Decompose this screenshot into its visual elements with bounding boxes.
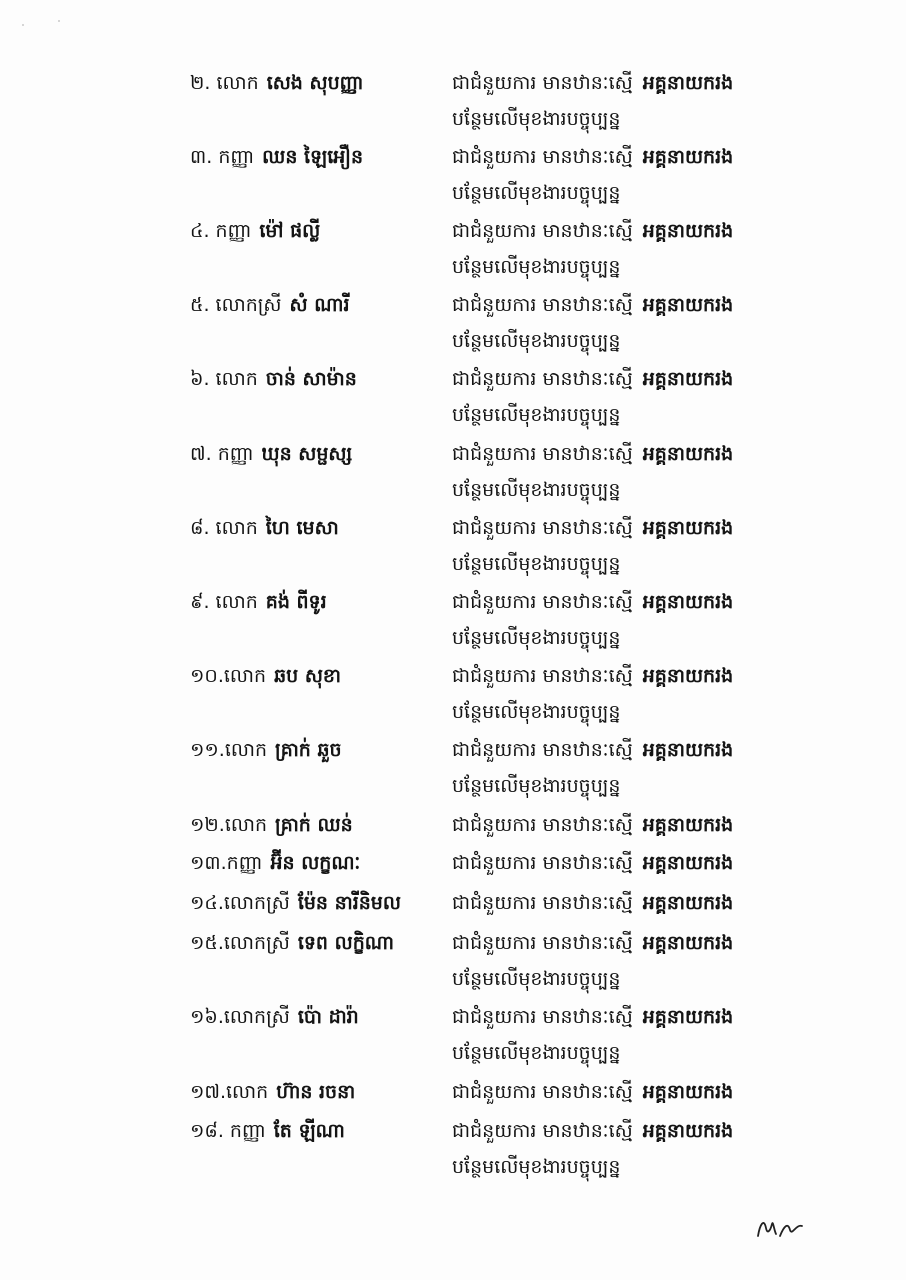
entry-desc-lead: ជាជំនួយការ មានឋានៈស្មើ: [452, 146, 633, 168]
entry-description: [452, 66, 733, 100]
entry-description: [452, 846, 733, 880]
entry-desc-lead: ជាជំនួយការ មានឋានៈស្មើ: [452, 591, 633, 613]
entry-desc-lead: ជាជំនួយការ មានឋានៈស្មើ: [452, 72, 633, 94]
entry-number: ៣.: [190, 146, 213, 168]
entry-number: ៧.: [190, 443, 212, 465]
entry-title: លោក: [215, 591, 258, 613]
entry-title: លោកស្រី: [223, 932, 290, 954]
entry-number-name: [190, 1075, 355, 1109]
entry-name: ឃុន សម្ផស្ស: [261, 443, 353, 465]
entry-name: ចាន់ សាម៉ាន: [265, 368, 357, 390]
entry-number-name: [190, 585, 327, 619]
entry-number: ១៥.: [190, 932, 224, 954]
entry-number: ៤.: [190, 220, 210, 242]
entry-number: ១០.: [190, 665, 224, 687]
entry-name: គ្រាក់ ឆួច: [275, 739, 342, 761]
entry-description: [452, 437, 733, 471]
entry-desc-line2: បន្ថែមលើមុខងារបច្ចុប្បន្ន: [452, 479, 621, 501]
entry-desc-line2: បន្ថែមលើមុខងារបច្ចុប្បន្ន: [452, 1042, 621, 1064]
entry-number-name: [190, 66, 363, 100]
entry-number: ១៤.: [190, 892, 224, 914]
entry-number: ៨.: [190, 517, 210, 539]
entry-name: គង់ ពីទូរ: [265, 591, 327, 613]
entry-name: ម៉ែន នារីនិមល: [297, 892, 401, 914]
entry-title: លោក: [216, 72, 259, 94]
entry-title: លោក: [226, 1081, 269, 1103]
entry-desc-line2: បន្ថែមលើមុខងារបច្ចុប្បន្ន: [452, 968, 621, 990]
entry-desc-lead: ជាជំនួយការ មានឋានៈស្មើ: [452, 443, 633, 465]
entry-desc-line2: បន្ថែមលើមុខងារបច្ចុប្បន្ន: [452, 182, 621, 204]
entry-number: ១១.: [190, 739, 225, 761]
entry-number-name: [190, 511, 339, 545]
entry-desc-line2: បន្ថែមលើមុខងារបច្ចុប្បន្ន: [452, 701, 621, 723]
entry-name: ទេព លក្ខិណា: [297, 932, 394, 954]
entry-number-name: [190, 659, 341, 693]
entry-name: សំ ណារី: [289, 294, 350, 316]
entry-title: លោកស្រី: [223, 892, 290, 914]
entry-role: អគ្គនាយករង: [642, 892, 734, 914]
entry-description: [452, 585, 733, 619]
entry-name: ម៉ៅ ផល្លី: [259, 220, 321, 242]
entry-description: [452, 1000, 733, 1034]
entry-number-name: [190, 808, 353, 842]
entry-role: អគ្គនាយករង: [642, 814, 734, 836]
entry-number: ៥.: [190, 294, 210, 316]
entry-title: កញ្ញា: [218, 146, 255, 168]
entry-desc-lead: ជាជំនួយការ មានឋានៈស្មើ: [452, 932, 633, 954]
entry-role: អគ្គនាយករង: [642, 739, 734, 761]
entry-number-name: [190, 437, 352, 471]
entry-description: [452, 733, 733, 767]
entry-description: [452, 362, 733, 396]
entry-number: ១៨.: [190, 1120, 224, 1142]
entry-desc-lead: ជាជំនួយការ មានឋានៈស្មើ: [452, 665, 633, 687]
entry-number-name: [190, 733, 342, 767]
entry-number: ៦.: [190, 368, 210, 390]
entry-number: ១៧.: [190, 1081, 227, 1103]
entry-number: ១៣.: [190, 852, 227, 874]
entry-desc-line2: បន្ថែមលើមុខងារបច្ចុប្បន្ន: [452, 404, 621, 426]
entry-desc-lead: ជាជំនួយការ មានឋានៈស្មើ: [452, 1081, 633, 1103]
entry-description: [452, 140, 733, 174]
entry-number: ៩.: [190, 591, 210, 613]
entry-title: លោក: [223, 665, 267, 687]
entry-number-name: [190, 1000, 359, 1034]
entry-description: [452, 214, 733, 248]
entry-role: អគ្គនាយករង: [642, 1006, 734, 1028]
entry-name: គ្រាក់ ឈន់: [275, 814, 353, 836]
entry-desc-line2: បន្ថែមលើមុខងារបច្ចុប្បន្ន: [452, 1156, 621, 1178]
entry-description: [452, 1075, 733, 1109]
entry-role: អគ្គនាយករង: [642, 932, 734, 954]
entry-description: [452, 808, 733, 842]
entry-number-name: [190, 214, 320, 248]
entry-desc-lead: ជាជំនួយការ មានឋានៈស្មើ: [452, 294, 633, 316]
entry-role: អគ្គនាយករង: [642, 220, 734, 242]
entry-number-name: [190, 140, 363, 174]
entry-number-name: [190, 1114, 345, 1148]
entry-name: ហៃ មេសា: [265, 517, 339, 539]
entry-description: [452, 926, 733, 960]
entry-desc-lead: ជាជំនួយការ មានឋានៈស្មើ: [452, 739, 633, 761]
handwritten-signature: [752, 1206, 812, 1246]
entry-name: ឆប សុខា: [274, 665, 342, 687]
entry-name: ប៉ោ ដារ៉ា: [297, 1006, 359, 1028]
entry-number-name: [190, 846, 360, 880]
entry-desc-line2: បន្ថែមលើមុខងារបច្ចុប្បន្ន: [452, 553, 621, 575]
entry-role: អគ្គនាយករង: [642, 852, 734, 874]
entry-role: អគ្គនាយករង: [642, 665, 734, 687]
entry-desc-lead: ជាជំនួយការ មានឋានៈស្មើ: [452, 368, 633, 390]
entry-desc-line2: បន្ថែមលើមុខងារបច្ចុប្បន្ន: [452, 775, 621, 797]
entry-number: ២.: [190, 72, 211, 94]
entry-title: កញ្ញា: [217, 443, 254, 465]
entry-desc-lead: ជាជំនួយការ មានឋានៈស្មើ: [452, 220, 633, 242]
entry-name: តែ ឡីណា: [273, 1120, 345, 1142]
entry-title: លោក: [224, 739, 268, 761]
entry-number-name: [190, 288, 349, 322]
entry-role: អគ្គនាយករង: [642, 1120, 734, 1142]
entry-desc-line2: បន្ថែមលើមុខងារបច្ចុប្បន្ន: [452, 330, 621, 352]
entry-desc-lead: ជាជំនួយការ មានឋានៈស្មើ: [452, 892, 633, 914]
entry-description: [452, 886, 733, 920]
entry-description: [452, 288, 733, 322]
entry-desc-line2: បន្ថែមលើមុខងារបច្ចុប្បន្ន: [452, 627, 621, 649]
entry-desc-lead: ជាជំនួយការ មានឋានៈស្មើ: [452, 1120, 633, 1142]
entry-desc-line2: បន្ថែមលើមុខងារបច្ចុប្បន្ន: [452, 108, 621, 130]
entry-title: លោក: [215, 517, 258, 539]
entry-role: អគ្គនាយករង: [642, 1081, 734, 1103]
entry-title: លោកស្រី: [223, 1006, 290, 1028]
entry-number: ១២.: [190, 814, 225, 836]
entry-role: អគ្គនាយករង: [642, 368, 734, 390]
entry-title: លោកស្រី: [215, 294, 282, 316]
entry-title: កញ្ញា: [229, 1120, 266, 1142]
entry-title: កញ្ញា: [226, 852, 263, 874]
entry-role: អគ្គនាយករង: [642, 443, 734, 465]
entry-role: អគ្គនាយករង: [642, 517, 734, 539]
entry-name: ហ៊ាន រចនា: [276, 1081, 356, 1103]
entry-role: អគ្គនាយករង: [642, 294, 734, 316]
entry-name: ឈន ឡៃអឿន: [262, 146, 364, 168]
entry-title: កញ្ញា: [215, 220, 252, 242]
entry-title: លោក: [224, 814, 268, 836]
entry-description: [452, 659, 733, 693]
entry-number-name: [190, 926, 394, 960]
entry-title: លោក: [215, 368, 258, 390]
entry-number: ១៦.: [190, 1006, 224, 1028]
entry-description: [452, 511, 733, 545]
entry-description: [452, 1114, 733, 1148]
entry-number-name: [190, 886, 401, 920]
entry-desc-lead: ជាជំនួយការ មានឋានៈស្មើ: [452, 1006, 633, 1028]
entry-role: អគ្គនាយករង: [642, 146, 734, 168]
entry-desc-lead: ជាជំនួយការ មានឋានៈស្មើ: [452, 852, 633, 874]
entry-desc-lead: ជាជំនួយការ មានឋានៈស្មើ: [452, 517, 633, 539]
entry-desc-lead: ជាជំនួយការ មានឋានៈស្មើ: [452, 814, 633, 836]
entry-desc-line2: បន្ថែមលើមុខងារបច្ចុប្បន្ន: [452, 256, 621, 278]
entry-role: អគ្គនាយករង: [642, 591, 734, 613]
entry-role: អគ្គនាយករង: [642, 72, 734, 94]
entry-name: អ៊ីន លក្ខណៈ: [270, 852, 361, 874]
entry-number-name: [190, 362, 357, 396]
entry-name: សេង សុបញ្ញា: [266, 72, 364, 94]
